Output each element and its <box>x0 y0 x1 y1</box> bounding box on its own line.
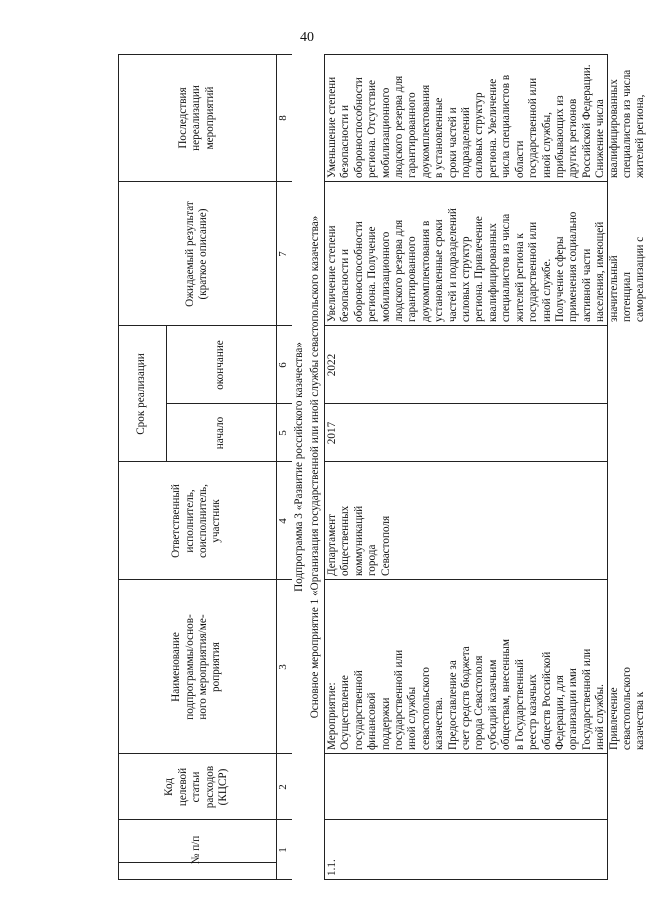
row-consequences: Уменьшение степени безопасности и обороноспособности региона. Отсутствие мобилизационного людского резерва для гарантированного доукомплектования в установленные сроки частей и подразделений силовых структур региона. Увеличение числа специалистов в области государственной или иной службы, прибывающих из других регионов Российской Федерации. Снижение числа квалифицированных специалистов из числа жителей региона, <box>326 64 647 178</box>
col-number: 5 <box>277 430 290 436</box>
main-event-title: Основное мероприятие 1 «Организация государственной или иной службы севастопольского казачества» <box>308 54 324 880</box>
col-number: 4 <box>277 518 290 524</box>
row-responsible: Департамент общественных коммуникаций города Севастополя <box>326 505 392 576</box>
header-end: окончание <box>214 340 227 390</box>
rotated-table <box>118 54 647 880</box>
header-start: начало <box>214 416 227 450</box>
col-number: 8 <box>277 115 290 121</box>
row-number: 1.1. <box>326 859 338 876</box>
row-start-year: 2017 <box>326 421 338 445</box>
col-number: 3 <box>277 664 290 670</box>
header-responsible: Ответственный исполнитель, соисполнитель, участник <box>170 484 223 558</box>
header-result: Ожидаемый результат (краткое описание) <box>183 201 209 307</box>
header-name: Наименование подпрограммы/основ- ного мероприятия/ме- роприятия <box>170 614 223 720</box>
col-number: 7 <box>277 251 290 257</box>
main-event-line <box>324 54 325 880</box>
row-end-year: 2022 <box>326 353 338 377</box>
header-srok: Срок реализации <box>135 353 148 435</box>
col-number: 1 <box>277 847 290 853</box>
header-consequences: Последствия нереализации мероприятий <box>176 85 216 151</box>
col-number: 2 <box>277 784 290 790</box>
col-number: 6 <box>277 362 290 368</box>
page-number: 40 <box>300 30 314 45</box>
header-kcsr: Код целевой статьи расходов (КЦСР) <box>163 765 230 809</box>
header-num: № п/п <box>190 835 203 865</box>
row-expected-result: Увеличение степени безопасности и обороноспособности региона. Получение мобилизационного людского резерва для гарантированного доукомплектования в установленные сроки частей и подразделений силовых структур региона. Привлечение квалифицированных специалистов из числа жителей региона к государственной или иной службе. Получение сферы применения социально активной части населения, имеющей значительный потенциал самореализации с <box>326 208 647 322</box>
row-name: Мероприятие: Осуществление государственной финансовой поддержки государственной или иной службы севастопольского казачества. Предоставление за счет средств бюджета города Севастополя субсидий казачьим обществам, внесенным в Государственный реестр казачьих обществ Российской Федерации, для организации ими Государственной или иной службы. Привлечение севастопольского казачества к <box>326 639 647 750</box>
subprogram-title: Подпрограмма 3 «Развитие российского казачества» <box>292 54 308 880</box>
